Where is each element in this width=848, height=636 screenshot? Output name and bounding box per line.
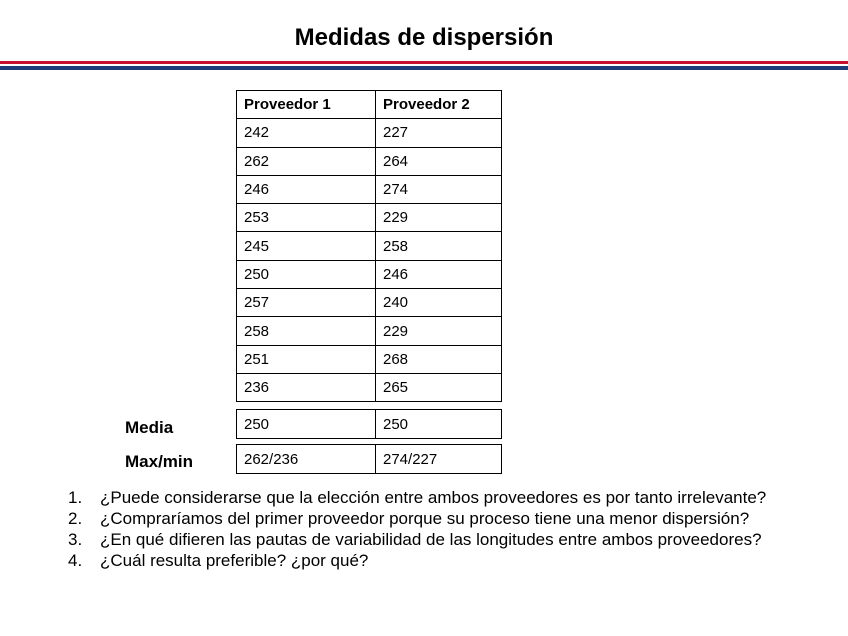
- question-number: 3.: [68, 530, 83, 549]
- question-text: ¿Puede considerarse que la elección entre ambos proveedores es por tanto irrelevante?: [100, 488, 767, 507]
- table-cell: 257: [237, 289, 376, 317]
- table-row: [237, 119, 502, 147]
- column-header-proveedor-1: Proveedor 1: [237, 91, 376, 119]
- question-text: ¿En qué difieren las pautas de variabilidad de las longitudes entre ambos proveedores?: [100, 530, 762, 549]
- page-title: Medidas de dispersión: [294, 24, 554, 51]
- table-header-row: [237, 91, 502, 119]
- question-text: ¿Compraríamos del primer proveedor porque su proceso tiene una menor dispersión?: [100, 509, 750, 528]
- table-row: [237, 373, 502, 401]
- table-cell: 253: [237, 204, 376, 232]
- maxmin-value-proveedor-2: 274/227: [376, 445, 502, 474]
- table-cell: 229: [376, 317, 502, 345]
- table-cell: 229: [376, 204, 502, 232]
- question-text: ¿Cuál resulta preferible? ¿por qué?: [100, 551, 369, 570]
- table-cell: 251: [237, 345, 376, 373]
- maxmin-row: [237, 445, 502, 474]
- title-rule-red: [0, 61, 848, 64]
- table-row: [237, 175, 502, 203]
- question-number: 1.: [68, 488, 83, 507]
- data-table: [236, 90, 502, 402]
- maxmin-table: [236, 444, 502, 474]
- table-cell: 246: [237, 175, 376, 203]
- table-cell: 265: [376, 373, 502, 401]
- table-cell: 264: [376, 147, 502, 175]
- question-number: 2.: [68, 509, 83, 528]
- table-row: [237, 317, 502, 345]
- table-row: [237, 260, 502, 288]
- table-cell: 250: [237, 260, 376, 288]
- table-row: [237, 289, 502, 317]
- question-list: [64, 487, 824, 571]
- table-cell: 262: [237, 147, 376, 175]
- table-cell: 240: [376, 289, 502, 317]
- column-header-proveedor-2: Proveedor 2: [376, 91, 502, 119]
- question-item: [64, 529, 824, 550]
- question-item: [64, 487, 824, 508]
- table-row: [237, 345, 502, 373]
- table-cell: 227: [376, 119, 502, 147]
- question-number: 4.: [68, 551, 83, 570]
- media-table: [236, 409, 502, 439]
- media-value-proveedor-2: 250: [376, 410, 502, 439]
- media-label: Media: [125, 418, 174, 437]
- table-cell: 242: [237, 119, 376, 147]
- title-rule-blue: [0, 66, 848, 70]
- question-item: [64, 550, 824, 571]
- media-value-proveedor-1: 250: [237, 410, 376, 439]
- table-row: [237, 204, 502, 232]
- table-cell: 258: [376, 232, 502, 260]
- table-row: [237, 232, 502, 260]
- table-cell: 236: [237, 373, 376, 401]
- table-cell: 268: [376, 345, 502, 373]
- maxmin-value-proveedor-1: 262/236: [237, 445, 376, 474]
- table-cell: 246: [376, 260, 502, 288]
- table-row: [237, 147, 502, 175]
- question-item: [64, 508, 824, 529]
- table-cell: 245: [237, 232, 376, 260]
- maxmin-label: Max/min: [125, 452, 194, 471]
- table-cell: 274: [376, 175, 502, 203]
- media-row: [237, 410, 502, 439]
- table-cell: 258: [237, 317, 376, 345]
